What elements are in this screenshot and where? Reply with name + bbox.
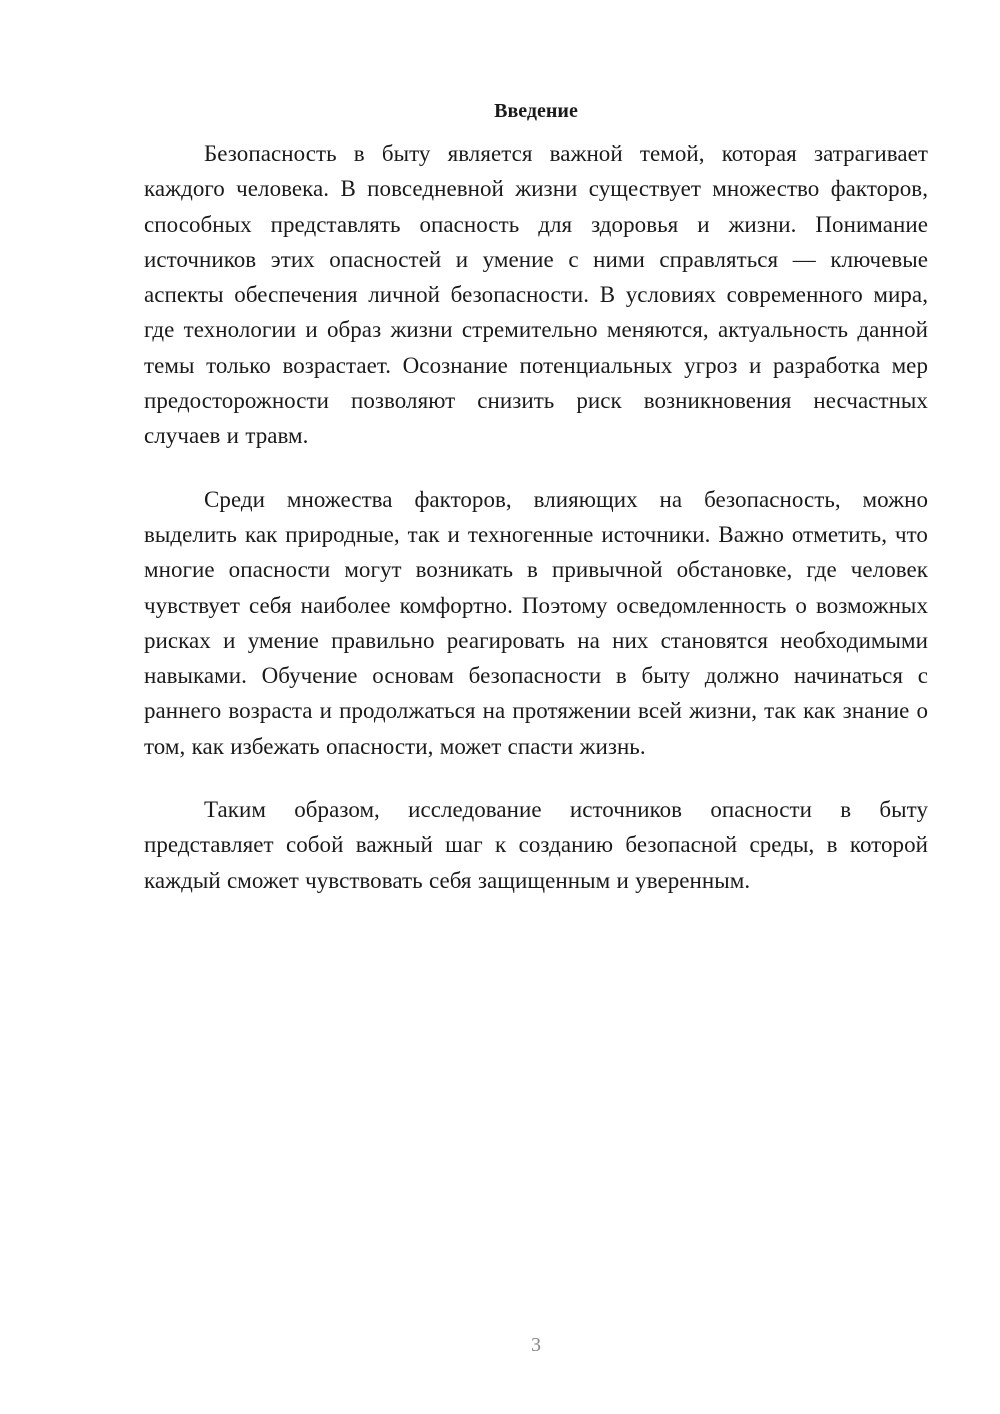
section-heading: Введение xyxy=(494,100,578,122)
paragraph-2: Среди множества факторов, влияющих на безопасность, можно выделить как природные, так и техногенные источники. Важно отметить, что многие опасности могут возникать в привычной обстановке, где человек чувствует себя наиболее комфортно. Поэтому осведомленность о возможных рисках и умение правильно реагировать на них становятся необходимыми навыками. Обучение основам безопасности в быту должно начинаться с раннего возраста и продолжаться на протяжении всей жизни, так как знание о том, как избежать опасности, может спасти жизнь. xyxy=(144,486,928,759)
paragraph-3: Таким образом, исследование источников опасности в быту представляет собой важный шаг к созданию безопасной среды, в которой каждый сможет чувствовать себя защищенным и уверенным. xyxy=(144,797,928,893)
page-number: 3 xyxy=(531,1334,541,1356)
paragraph-1: Безопасность в быту является важной темой, которая затрагивает каждого человека. В повседневной жизни существует множество факторов, способных представлять опасность для здоровья и жизни. Понимание источников этих опасностей и умение с ними справляться — ключевые аспекты обеспечения личной безопасности. В условиях современного мира, где технологии и образ жизни стремительно меняются, актуальность данной темы только возрастает. Осознание потенциальных угроз и разработка мер предосторожности позволяют снизить риск возникновения несчастных случаев и травм. xyxy=(144,141,928,449)
page-content xyxy=(144,96,928,926)
